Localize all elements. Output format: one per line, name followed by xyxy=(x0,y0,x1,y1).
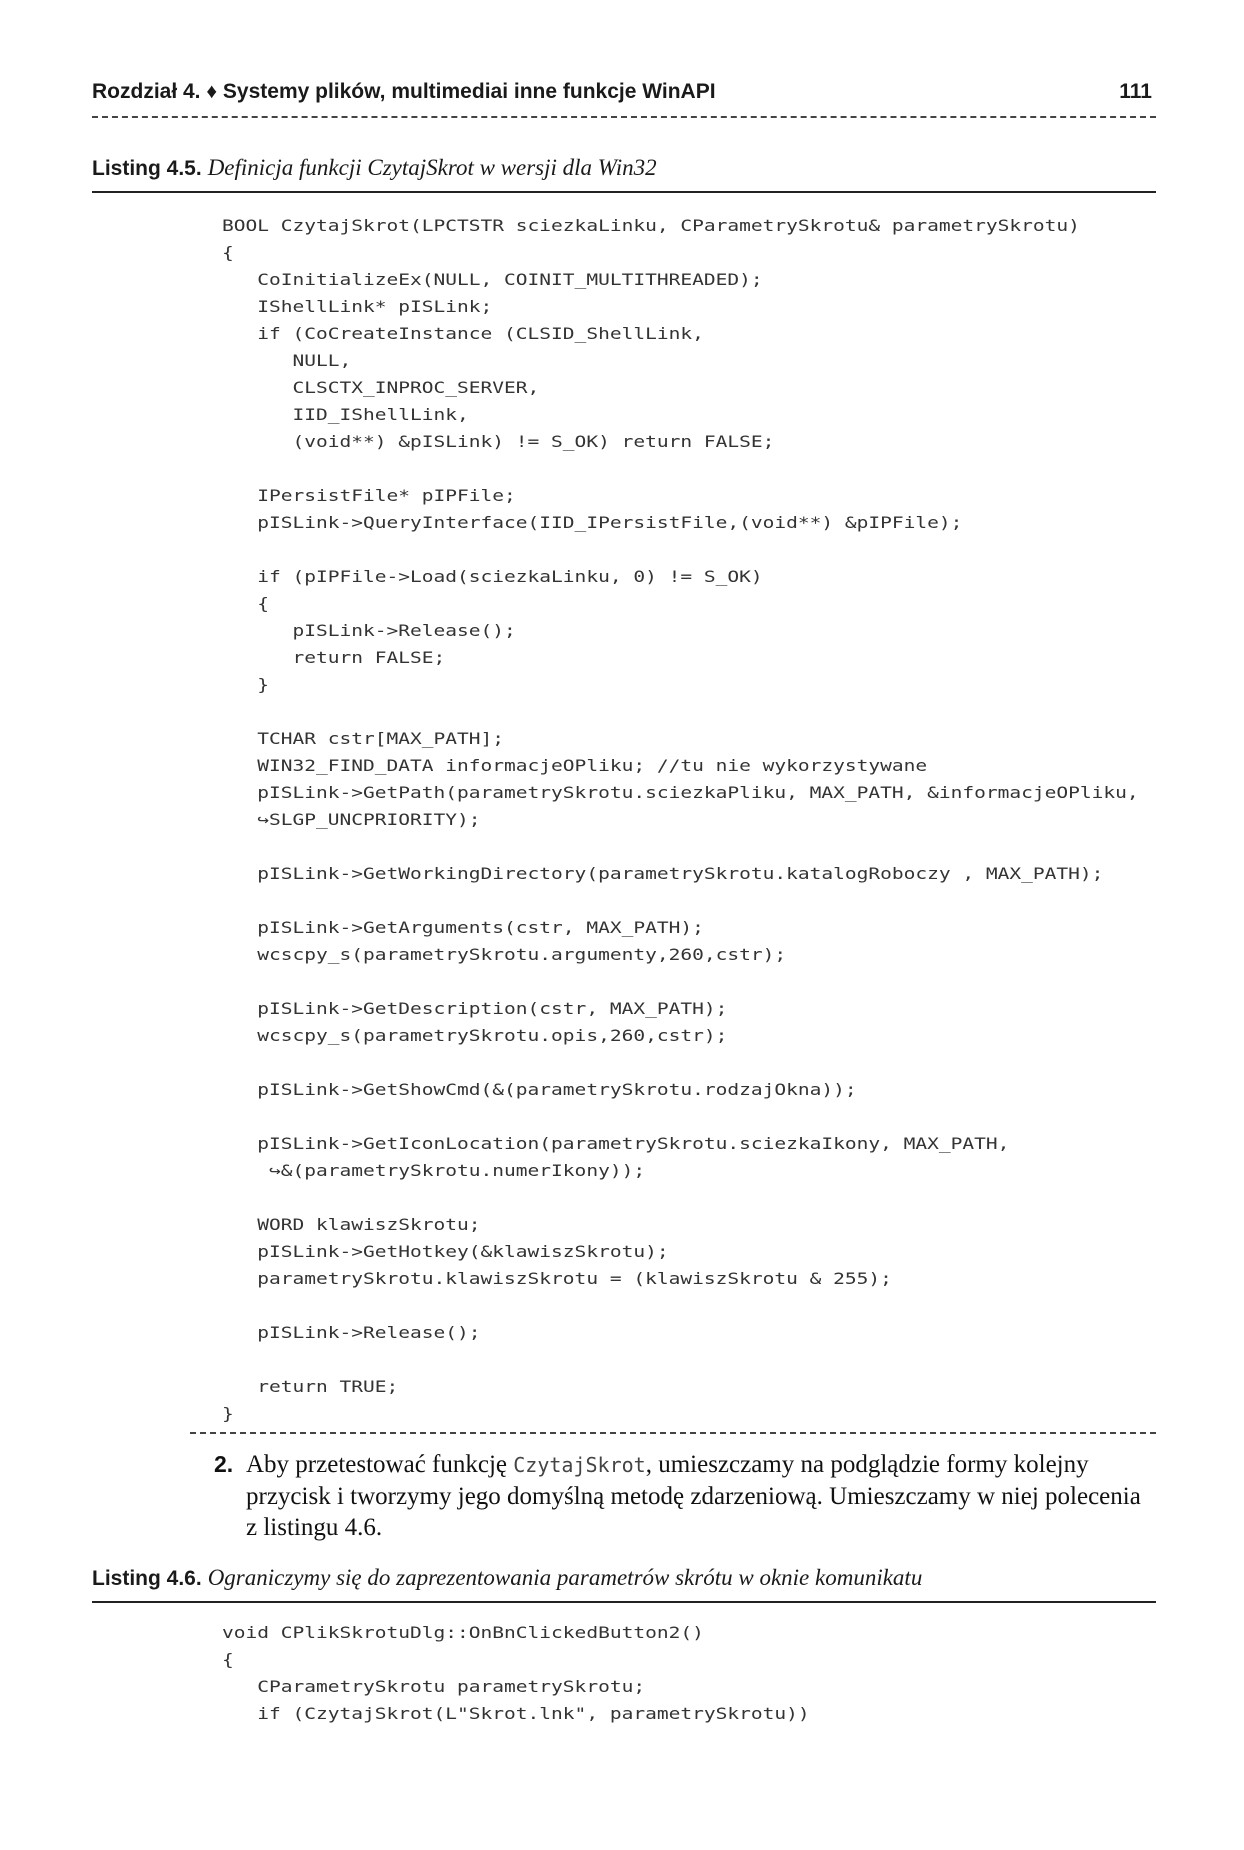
code-line: pISLink->QueryInterface(IID_IPersistFile,(void**) &pIPFile); xyxy=(222,513,963,532)
code-line xyxy=(222,1346,1139,1373)
code-line xyxy=(222,455,1139,482)
listing-4-6-caption xyxy=(92,1565,1156,1603)
listing-end-rule xyxy=(190,1432,1156,1434)
code-line: } xyxy=(222,1404,234,1423)
step-number: 2. xyxy=(214,1451,234,1477)
code-line: pISLink->GetShowCmd(&(parametrySkrotu.rodzajOkna)); xyxy=(222,1080,857,1099)
code-line: CLSCTX_INPROC_SERVER, xyxy=(222,378,540,397)
inline-code: CzytajSkrot xyxy=(513,1453,646,1477)
code-line: { xyxy=(222,1650,234,1669)
code-line: IID_IShellLink, xyxy=(222,405,469,424)
code-line: pISLink->GetHotkey(&klawiszSkrotu); xyxy=(222,1242,669,1261)
page-number: 111 xyxy=(1119,80,1152,103)
code-line xyxy=(222,1049,1139,1076)
code-line: void CPlikSkrotuDlg::OnBnClickedButton2() xyxy=(222,1623,704,1642)
code-line: (void**) &pISLink) != S_OK) return FALSE; xyxy=(222,432,775,451)
code-line: pISLink->GetArguments(cstr, MAX_PATH); xyxy=(222,918,704,937)
code-line: wcscpy_s(parametrySkrotu.argumenty,260,cstr); xyxy=(222,945,787,964)
code-line: NULL, xyxy=(222,351,352,370)
code-line: CParametrySkrotu parametrySkrotu; xyxy=(222,1677,646,1696)
code-line xyxy=(222,1103,1139,1130)
code-line: pISLink->Release(); xyxy=(222,621,516,640)
code-line xyxy=(222,1184,1139,1211)
listing-4-5-caption xyxy=(92,155,1156,193)
code-line: if (CoCreateInstance (CLSID_ShellLink, xyxy=(222,324,704,343)
chapter-title: Rozdział 4. ♦ Systemy plików, multimediai inne funkcje WinAPI xyxy=(92,80,716,103)
listing-label: Listing 4.5. xyxy=(92,157,202,180)
code-line: if (pIPFile->Load(sciezkaLinku, 0) != S_OK) xyxy=(222,567,763,586)
code-line: pISLink->GetDescription(cstr, MAX_PATH); xyxy=(222,999,728,1018)
code-line: pISLink->GetWorkingDirectory(parametrySkrotu.katalogRoboczy , MAX_PATH); xyxy=(222,864,1104,883)
code-line: IShellLink* pISLink; xyxy=(222,297,493,316)
code-line xyxy=(222,833,1139,860)
code-line: WORD klawiszSkrotu; xyxy=(222,1215,481,1234)
running-header xyxy=(92,76,1156,118)
code-line: pISLink->Release(); xyxy=(222,1323,481,1342)
code-line: return FALSE; xyxy=(222,648,446,667)
code-line: parametrySkrotu.klawiszSkrotu = (klawiszSkrotu & 255); xyxy=(222,1269,892,1288)
code-line xyxy=(222,1292,1139,1319)
code-line: BOOL CzytajSkrot(LPCTSTR sciezkaLinku, CParametrySkrotu& parametrySkrotu) xyxy=(222,216,1080,235)
code-line xyxy=(222,536,1139,563)
step-2-paragraph xyxy=(214,1449,1154,1543)
code-line: pISLink->GetIconLocation(parametrySkrotu.sciezkaIkony, MAX_PATH, xyxy=(222,1134,1010,1153)
listing-4-6-code xyxy=(222,1619,810,1727)
code-line: IPersistFile* pIPFile; xyxy=(222,486,516,505)
code-line: TCHAR cstr[MAX_PATH]; xyxy=(222,729,505,748)
code-line: } xyxy=(222,675,270,694)
code-line xyxy=(222,887,1139,914)
listing-description: Ograniczymy się do zaprezentowania parametrów skrótu w oknie komunikatu xyxy=(207,1565,923,1590)
code-line: { xyxy=(222,594,270,613)
code-line xyxy=(222,698,1139,725)
code-line: ↪SLGP_UNCPRIORITY); xyxy=(222,810,481,829)
code-line: return TRUE; xyxy=(222,1377,399,1396)
listing-4-5-code xyxy=(222,212,1139,1427)
code-line: CoInitializeEx(NULL, COINIT_MULTITHREADED); xyxy=(222,270,763,289)
code-line: ↪&(parametrySkrotu.numerIkony)); xyxy=(222,1161,646,1180)
code-line: { xyxy=(222,243,234,262)
step-text: Aby przetestować funkcję CzytajSkrot, umieszczamy na podglądzie formy kolejny przycisk i tworzymy jego domyślną metodę zdarzeniową. Umieszczamy w niej polecenia z listingu 4.6. xyxy=(246,1451,1141,1541)
code-line xyxy=(222,968,1139,995)
code-line: WIN32_FIND_DATA informacjeOPliku; //tu nie wykorzystywane xyxy=(222,756,928,775)
code-line: wcscpy_s(parametrySkrotu.opis,260,cstr); xyxy=(222,1026,728,1045)
listing-label: Listing 4.6. xyxy=(92,1567,202,1590)
code-line: if (CzytajSkrot(L"Skrot.lnk", parametrySkrotu)) xyxy=(222,1704,810,1723)
listing-description: Definicja funkcji CzytajSkrot w wersji dla Win32 xyxy=(207,155,657,180)
code-line: pISLink->GetPath(parametrySkrotu.sciezkaPliku, MAX_PATH, &informacjeOPliku, xyxy=(222,783,1139,802)
